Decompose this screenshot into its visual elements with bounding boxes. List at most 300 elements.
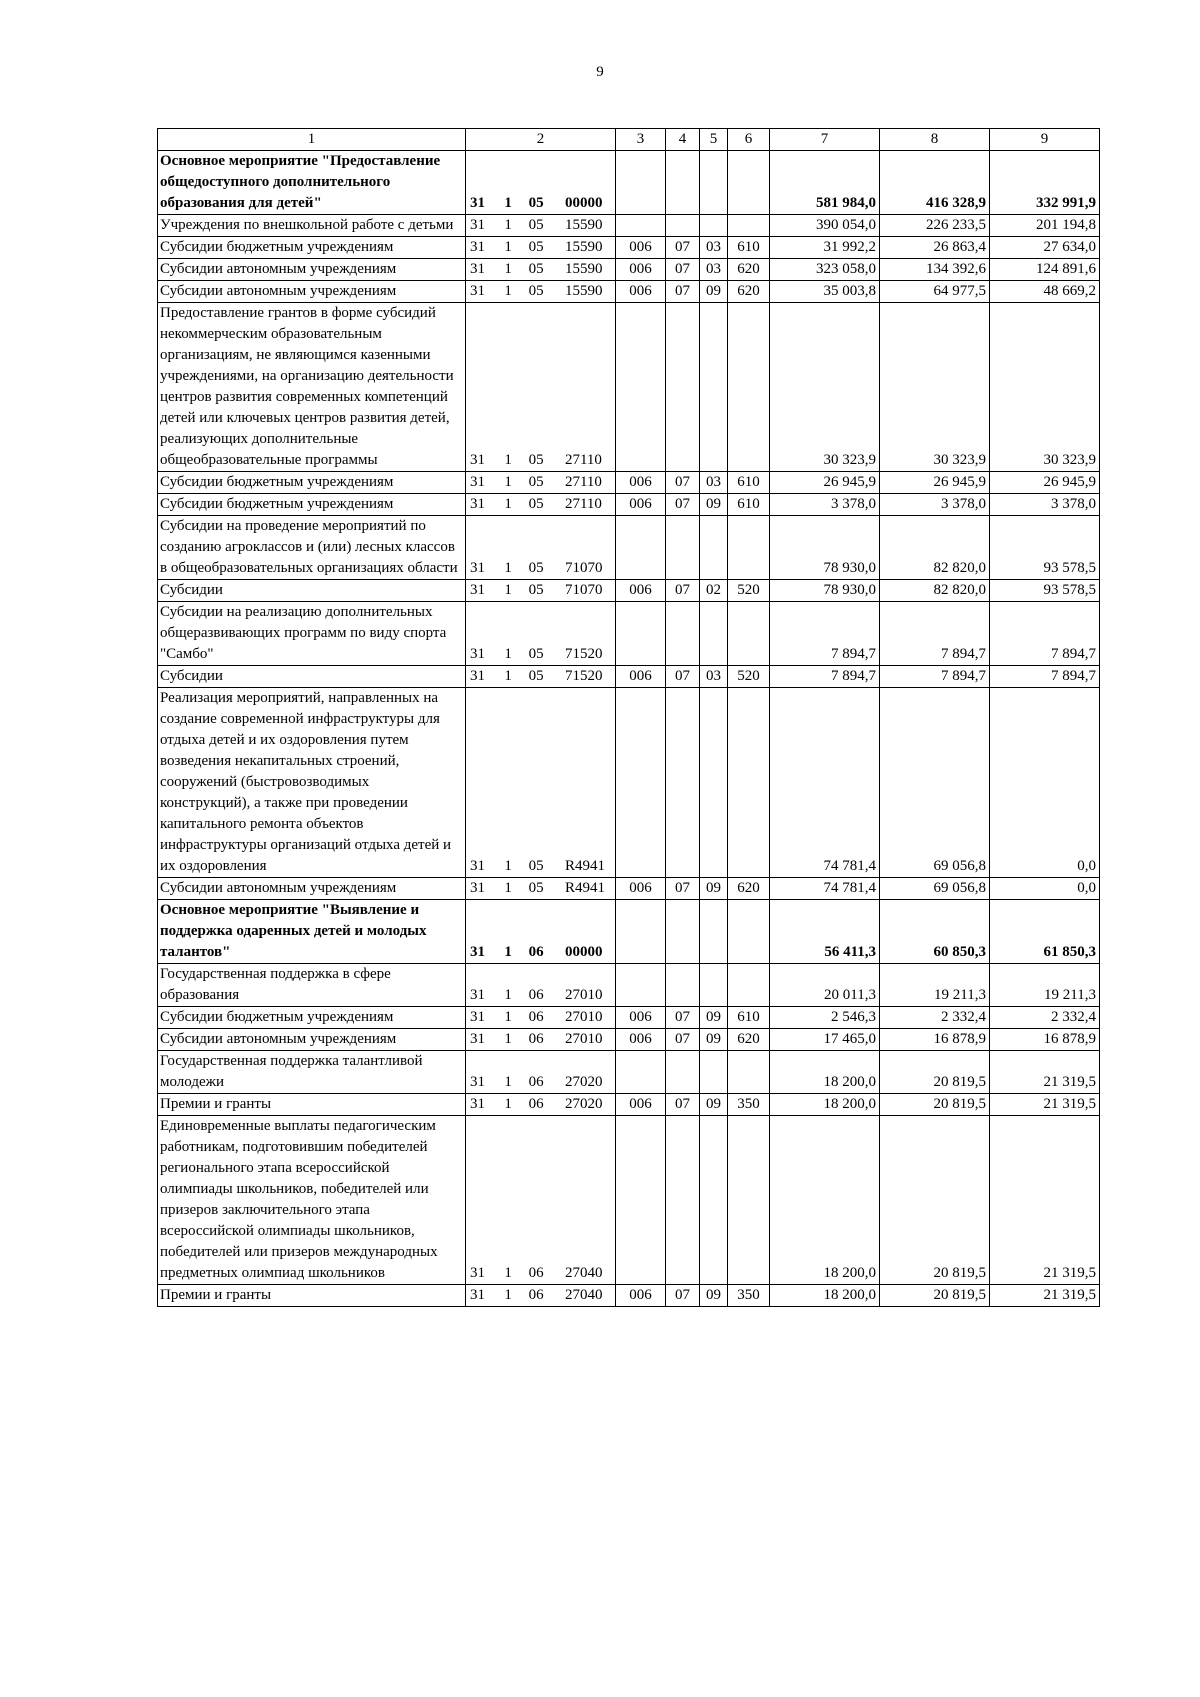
amount-col9-cell: 201 194,8 xyxy=(990,215,1100,237)
program-code: 31 xyxy=(470,944,485,960)
ministry-code-cell xyxy=(616,602,666,666)
amount-col8-cell: 7 894,7 xyxy=(880,666,990,688)
table-row xyxy=(158,1285,1100,1307)
measure-code: 05 xyxy=(528,560,544,576)
row-name-cell: Субсидии автономным учреждениям xyxy=(158,878,466,900)
subsection-code-cell: 02 xyxy=(700,580,728,602)
table-row xyxy=(158,666,1100,688)
column-header: 7 xyxy=(770,129,880,151)
ministry-code-cell xyxy=(616,1051,666,1094)
table-row xyxy=(158,237,1100,259)
amount-col9-cell: 0,0 xyxy=(990,688,1100,878)
budget-code-cell xyxy=(466,215,616,237)
section-code-cell xyxy=(666,688,700,878)
budget-code-cell xyxy=(466,666,616,688)
budget-code-cell xyxy=(466,1029,616,1051)
program-code: 31 xyxy=(470,560,485,576)
measure-code: 05 xyxy=(528,239,544,255)
amount-col8-cell: 134 392,6 xyxy=(880,259,990,281)
row-name-cell: Субсидии на проведение мероприятий по созданию агроклассов и (или) лесных классов в общеобразовательных организациях области xyxy=(158,516,466,580)
ministry-code-cell: 006 xyxy=(616,580,666,602)
measure-code: 06 xyxy=(528,1074,544,1090)
table-row xyxy=(158,494,1100,516)
budget-code-cell xyxy=(466,964,616,1007)
subsection-code-cell: 09 xyxy=(700,1029,728,1051)
budget-code-cell xyxy=(466,878,616,900)
column-header: 6 xyxy=(728,129,770,151)
row-name-cell: Основное мероприятие "Предоставление общедоступного дополнительного образования для детей" xyxy=(158,151,466,215)
amount-col9-cell: 7 894,7 xyxy=(990,666,1100,688)
section-code-cell xyxy=(666,151,700,215)
amount-col8-cell: 3 378,0 xyxy=(880,494,990,516)
row-name-cell: Субсидии автономным учреждениям xyxy=(158,281,466,303)
amount-col9-cell: 21 319,5 xyxy=(990,1285,1100,1307)
table-row xyxy=(158,900,1100,964)
amount-col7-cell: 18 200,0 xyxy=(770,1285,880,1307)
table-row xyxy=(158,303,1100,472)
section-code-cell: 07 xyxy=(666,1094,700,1116)
direction-code: 27040 xyxy=(564,1287,603,1303)
subsection-code-cell: 03 xyxy=(700,259,728,281)
amount-col7-cell: 2 546,3 xyxy=(770,1007,880,1029)
amount-col7-cell: 78 930,0 xyxy=(770,516,880,580)
row-name-cell: Государственная поддержка талантливой молодежи xyxy=(158,1051,466,1094)
program-code: 31 xyxy=(470,987,485,1003)
amount-col7-cell: 581 984,0 xyxy=(770,151,880,215)
direction-code: 15590 xyxy=(564,217,603,233)
measure-code: 05 xyxy=(528,880,544,896)
subprogram-code: 1 xyxy=(504,195,512,211)
expense-type-cell: 610 xyxy=(728,1007,770,1029)
subprogram-code: 1 xyxy=(504,1265,512,1281)
subsection-code-cell: 09 xyxy=(700,878,728,900)
direction-code: R4941 xyxy=(564,858,605,874)
subsection-code-cell: 09 xyxy=(700,281,728,303)
column-header: 9 xyxy=(990,129,1100,151)
amount-col7-cell: 35 003,8 xyxy=(770,281,880,303)
amount-col7-cell: 74 781,4 xyxy=(770,878,880,900)
table-row xyxy=(158,580,1100,602)
section-code-cell xyxy=(666,1051,700,1094)
budget-code-cell xyxy=(466,688,616,878)
amount-col8-cell: 16 878,9 xyxy=(880,1029,990,1051)
subsection-code-cell xyxy=(700,900,728,964)
section-code-cell: 07 xyxy=(666,580,700,602)
subsection-code-cell: 03 xyxy=(700,666,728,688)
direction-code: 27010 xyxy=(564,1009,603,1025)
subprogram-code: 1 xyxy=(504,239,512,255)
column-header: 1 xyxy=(158,129,466,151)
amount-col9-cell: 93 578,5 xyxy=(990,516,1100,580)
ministry-code-cell: 006 xyxy=(616,1029,666,1051)
table-row xyxy=(158,1116,1100,1285)
amount-col8-cell: 2 332,4 xyxy=(880,1007,990,1029)
amount-col8-cell: 20 819,5 xyxy=(880,1051,990,1094)
ministry-code-cell xyxy=(616,516,666,580)
amount-col9-cell: 0,0 xyxy=(990,878,1100,900)
row-name-cell: Субсидии на реализацию дополнительных общеразвивающих программ по виду спорта "Самбо" xyxy=(158,602,466,666)
expense-type-cell: 620 xyxy=(728,1029,770,1051)
subsection-code-cell xyxy=(700,602,728,666)
budget-code-cell xyxy=(466,900,616,964)
program-code: 31 xyxy=(470,858,485,874)
subprogram-code: 1 xyxy=(504,261,512,277)
amount-col8-cell: 60 850,3 xyxy=(880,900,990,964)
program-code: 31 xyxy=(470,496,485,512)
row-name-cell: Субсидии бюджетным учреждениям xyxy=(158,494,466,516)
ministry-code-cell xyxy=(616,303,666,472)
amount-col8-cell: 19 211,3 xyxy=(880,964,990,1007)
amount-col9-cell: 21 319,5 xyxy=(990,1051,1100,1094)
direction-code: R4941 xyxy=(564,880,605,896)
expense-type-cell: 620 xyxy=(728,281,770,303)
measure-code: 05 xyxy=(528,261,544,277)
amount-col7-cell: 3 378,0 xyxy=(770,494,880,516)
direction-code: 00000 xyxy=(564,944,603,960)
page-number: 9 xyxy=(596,64,604,80)
program-code: 31 xyxy=(470,283,485,299)
expense-type-cell xyxy=(728,1051,770,1094)
subsection-code-cell xyxy=(700,215,728,237)
table-body xyxy=(158,129,1100,1307)
ministry-code-cell: 006 xyxy=(616,237,666,259)
table-row xyxy=(158,1051,1100,1094)
row-name-cell: Субсидии бюджетным учреждениям xyxy=(158,472,466,494)
ministry-code-cell xyxy=(616,1116,666,1285)
direction-code: 27040 xyxy=(564,1265,603,1281)
column-header: 5 xyxy=(700,129,728,151)
row-name-cell: Субсидии xyxy=(158,580,466,602)
amount-col8-cell: 26 863,4 xyxy=(880,237,990,259)
ministry-code-cell xyxy=(616,151,666,215)
measure-code: 05 xyxy=(528,195,544,211)
budget-code-cell xyxy=(466,494,616,516)
budget-code-cell xyxy=(466,1007,616,1029)
subprogram-code: 1 xyxy=(504,474,512,490)
subprogram-code: 1 xyxy=(504,1287,512,1303)
expense-type-cell xyxy=(728,602,770,666)
amount-col8-cell: 20 819,5 xyxy=(880,1116,990,1285)
measure-code: 05 xyxy=(528,582,544,598)
section-code-cell xyxy=(666,1116,700,1285)
table-row xyxy=(158,602,1100,666)
section-code-cell: 07 xyxy=(666,259,700,281)
ministry-code-cell xyxy=(616,688,666,878)
subprogram-code: 1 xyxy=(504,1074,512,1090)
amount-col7-cell: 30 323,9 xyxy=(770,303,880,472)
budget-code-cell xyxy=(466,259,616,281)
amount-col9-cell: 21 319,5 xyxy=(990,1116,1100,1285)
budget-code-cell xyxy=(466,1116,616,1285)
column-header: 2 xyxy=(466,129,616,151)
amount-col9-cell: 16 878,9 xyxy=(990,1029,1100,1051)
direction-code: 15590 xyxy=(564,283,603,299)
column-header: 8 xyxy=(880,129,990,151)
ministry-code-cell xyxy=(616,964,666,1007)
row-name-cell: Субсидии бюджетным учреждениям xyxy=(158,237,466,259)
amount-col9-cell: 48 669,2 xyxy=(990,281,1100,303)
budget-code-cell xyxy=(466,1051,616,1094)
direction-code: 15590 xyxy=(564,261,603,277)
direction-code: 27110 xyxy=(564,474,602,490)
direction-code: 71520 xyxy=(564,646,603,662)
amount-col7-cell: 26 945,9 xyxy=(770,472,880,494)
measure-code: 06 xyxy=(528,1009,544,1025)
budget-code-cell xyxy=(466,472,616,494)
row-name-cell: Премии и гранты xyxy=(158,1285,466,1307)
amount-col8-cell: 26 945,9 xyxy=(880,472,990,494)
subprogram-code: 1 xyxy=(504,283,512,299)
amount-col7-cell: 18 200,0 xyxy=(770,1051,880,1094)
budget-code-cell xyxy=(466,151,616,215)
subprogram-code: 1 xyxy=(504,582,512,598)
ministry-code-cell: 006 xyxy=(616,494,666,516)
subprogram-code: 1 xyxy=(504,668,512,684)
budget-code-cell xyxy=(466,1094,616,1116)
subprogram-code: 1 xyxy=(504,858,512,874)
row-name-cell: Предоставление грантов в форме субсидий некоммерческим образовательным организациям, не являющимся казенными учреждениями, на организацию деятельности центров развития современных компетенций детей или ключевых центров развития детей, реализующих дополнительные общеобразовательные программы xyxy=(158,303,466,472)
expense-type-cell: 610 xyxy=(728,237,770,259)
ministry-code-cell: 006 xyxy=(616,878,666,900)
amount-col8-cell: 20 819,5 xyxy=(880,1285,990,1307)
subsection-code-cell: 03 xyxy=(700,472,728,494)
table-row xyxy=(158,1094,1100,1116)
subsection-code-cell: 09 xyxy=(700,1094,728,1116)
budget-code-cell xyxy=(466,580,616,602)
section-code-cell: 07 xyxy=(666,1029,700,1051)
subprogram-code: 1 xyxy=(504,646,512,662)
section-code-cell: 07 xyxy=(666,878,700,900)
subsection-code-cell xyxy=(700,1116,728,1285)
expense-type-cell xyxy=(728,215,770,237)
row-name-cell: Субсидии автономным учреждениям xyxy=(158,259,466,281)
section-code-cell: 07 xyxy=(666,666,700,688)
row-name-cell: Учреждения по внешкольной работе с детьми xyxy=(158,215,466,237)
subprogram-code: 1 xyxy=(504,452,512,468)
expense-type-cell: 610 xyxy=(728,472,770,494)
measure-code: 05 xyxy=(528,217,544,233)
subprogram-code: 1 xyxy=(504,1009,512,1025)
program-code: 31 xyxy=(470,668,485,684)
amount-col8-cell: 64 977,5 xyxy=(880,281,990,303)
measure-code: 06 xyxy=(528,1096,544,1112)
budget-code-cell xyxy=(466,1285,616,1307)
expense-type-cell xyxy=(728,303,770,472)
amount-col9-cell: 21 319,5 xyxy=(990,1094,1100,1116)
amount-col8-cell: 82 820,0 xyxy=(880,580,990,602)
measure-code: 06 xyxy=(528,944,544,960)
program-code: 31 xyxy=(470,1031,485,1047)
row-name-cell: Субсидии xyxy=(158,666,466,688)
subsection-code-cell: 03 xyxy=(700,237,728,259)
row-name-cell: Единовременные выплаты педагогическим работникам, подготовившим победителей регионального этапа всероссийской олимпиады школьников, победителей или призеров заключительного этапа всероссийской олимпиады школьников, победителей или призеров международных предметных олимпиад школьников xyxy=(158,1116,466,1285)
table-row xyxy=(158,1007,1100,1029)
program-code: 31 xyxy=(470,646,485,662)
amount-col8-cell: 69 056,8 xyxy=(880,878,990,900)
program-code: 31 xyxy=(470,217,485,233)
measure-code: 05 xyxy=(528,496,544,512)
amount-col7-cell: 78 930,0 xyxy=(770,580,880,602)
subprogram-code: 1 xyxy=(504,1031,512,1047)
amount-col9-cell: 332 991,9 xyxy=(990,151,1100,215)
subsection-code-cell: 09 xyxy=(700,494,728,516)
section-code-cell: 07 xyxy=(666,1285,700,1307)
ministry-code-cell: 006 xyxy=(616,666,666,688)
section-code-cell xyxy=(666,516,700,580)
measure-code: 06 xyxy=(528,1287,544,1303)
subsection-code-cell xyxy=(700,964,728,1007)
direction-code: 15590 xyxy=(564,239,603,255)
section-code-cell: 07 xyxy=(666,1007,700,1029)
table-row xyxy=(158,516,1100,580)
table-row xyxy=(158,215,1100,237)
direction-code: 27020 xyxy=(564,1074,603,1090)
subprogram-code: 1 xyxy=(504,560,512,576)
direction-code: 00000 xyxy=(564,195,603,211)
measure-code: 05 xyxy=(528,668,544,684)
ministry-code-cell xyxy=(616,900,666,964)
budget-table xyxy=(157,128,1100,1307)
section-code-cell xyxy=(666,964,700,1007)
subsection-code-cell xyxy=(700,1051,728,1094)
expense-type-cell: 620 xyxy=(728,259,770,281)
row-name-cell: Государственная поддержка в сфере образования xyxy=(158,964,466,1007)
program-code: 31 xyxy=(470,880,485,896)
section-code-cell xyxy=(666,602,700,666)
amount-col8-cell: 226 233,5 xyxy=(880,215,990,237)
table-row xyxy=(158,688,1100,878)
program-code: 31 xyxy=(470,474,485,490)
expense-type-cell xyxy=(728,964,770,1007)
expense-type-cell xyxy=(728,688,770,878)
ministry-code-cell: 006 xyxy=(616,472,666,494)
measure-code: 06 xyxy=(528,987,544,1003)
expense-type-cell xyxy=(728,151,770,215)
section-code-cell xyxy=(666,215,700,237)
measure-code: 05 xyxy=(528,646,544,662)
subsection-code-cell xyxy=(700,516,728,580)
amount-col7-cell: 31 992,2 xyxy=(770,237,880,259)
expense-type-cell: 620 xyxy=(728,878,770,900)
subsection-code-cell xyxy=(700,303,728,472)
amount-col9-cell: 124 891,6 xyxy=(990,259,1100,281)
direction-code: 27010 xyxy=(564,987,603,1003)
row-name-cell: Субсидии бюджетным учреждениям xyxy=(158,1007,466,1029)
ministry-code-cell: 006 xyxy=(616,1007,666,1029)
ministry-code-cell: 006 xyxy=(616,1285,666,1307)
measure-code: 06 xyxy=(528,1265,544,1281)
amount-col8-cell: 7 894,7 xyxy=(880,602,990,666)
direction-code: 71070 xyxy=(564,582,603,598)
direction-code: 27010 xyxy=(564,1031,603,1047)
section-code-cell: 07 xyxy=(666,237,700,259)
column-header: 3 xyxy=(616,129,666,151)
amount-col8-cell: 30 323,9 xyxy=(880,303,990,472)
subsection-code-cell: 09 xyxy=(700,1007,728,1029)
subprogram-code: 1 xyxy=(504,496,512,512)
row-name-cell: Премии и гранты xyxy=(158,1094,466,1116)
program-code: 31 xyxy=(470,239,485,255)
table-row xyxy=(158,151,1100,215)
ministry-code-cell: 006 xyxy=(616,1094,666,1116)
amount-col9-cell: 19 211,3 xyxy=(990,964,1100,1007)
program-code: 31 xyxy=(470,195,485,211)
expense-type-cell xyxy=(728,1116,770,1285)
amount-col8-cell: 20 819,5 xyxy=(880,1094,990,1116)
measure-code: 05 xyxy=(528,283,544,299)
subprogram-code: 1 xyxy=(504,987,512,1003)
direction-code: 27110 xyxy=(564,452,602,468)
amount-col9-cell: 2 332,4 xyxy=(990,1007,1100,1029)
row-name-cell: Реализация мероприятий, направленных на создание современной инфраструктуры для отдыха детей и их оздоровления путем возведения некапитальных строений, сооружений (быстровозводимых конструкций), а также при проведении капитального ремонта объектов инфраструктуры организаций отдыха детей и их оздоровления xyxy=(158,688,466,878)
amount-col7-cell: 18 200,0 xyxy=(770,1094,880,1116)
measure-code: 06 xyxy=(528,1031,544,1047)
subsection-code-cell xyxy=(700,688,728,878)
subprogram-code: 1 xyxy=(504,217,512,233)
amount-col7-cell: 390 054,0 xyxy=(770,215,880,237)
expense-type-cell xyxy=(728,516,770,580)
program-code: 31 xyxy=(470,582,485,598)
measure-code: 05 xyxy=(528,452,544,468)
amount-col7-cell: 323 058,0 xyxy=(770,259,880,281)
expense-type-cell: 610 xyxy=(728,494,770,516)
table-row xyxy=(158,964,1100,1007)
program-code: 31 xyxy=(470,1287,485,1303)
row-name-cell: Субсидии автономным учреждениям xyxy=(158,1029,466,1051)
ministry-code-cell: 006 xyxy=(616,281,666,303)
ministry-code-cell: 006 xyxy=(616,259,666,281)
expense-type-cell xyxy=(728,900,770,964)
amount-col7-cell: 18 200,0 xyxy=(770,1116,880,1285)
amount-col9-cell: 93 578,5 xyxy=(990,580,1100,602)
amount-col7-cell: 17 465,0 xyxy=(770,1029,880,1051)
budget-code-cell xyxy=(466,237,616,259)
row-name-cell: Основное мероприятие "Выявление и поддержка одаренных детей и молодых талантов" xyxy=(158,900,466,964)
expense-type-cell: 350 xyxy=(728,1094,770,1116)
direction-code: 27110 xyxy=(564,496,602,512)
table-row xyxy=(158,472,1100,494)
subprogram-code: 1 xyxy=(504,1096,512,1112)
subprogram-code: 1 xyxy=(504,944,512,960)
measure-code: 05 xyxy=(528,474,544,490)
amount-col9-cell: 3 378,0 xyxy=(990,494,1100,516)
table-row xyxy=(158,259,1100,281)
table-row xyxy=(158,281,1100,303)
direction-code: 71520 xyxy=(564,668,603,684)
amount-col9-cell: 30 323,9 xyxy=(990,303,1100,472)
program-code: 31 xyxy=(470,452,485,468)
budget-code-cell xyxy=(466,516,616,580)
amount-col7-cell: 74 781,4 xyxy=(770,688,880,878)
amount-col7-cell: 7 894,7 xyxy=(770,602,880,666)
amount-col9-cell: 7 894,7 xyxy=(990,602,1100,666)
ministry-code-cell xyxy=(616,215,666,237)
section-code-cell: 07 xyxy=(666,494,700,516)
measure-code: 05 xyxy=(528,858,544,874)
amount-col7-cell: 7 894,7 xyxy=(770,666,880,688)
program-code: 31 xyxy=(470,261,485,277)
expense-type-cell: 520 xyxy=(728,666,770,688)
program-code: 31 xyxy=(470,1074,485,1090)
table-row xyxy=(158,1029,1100,1051)
program-code: 31 xyxy=(470,1009,485,1025)
table-header-row xyxy=(158,129,1100,151)
section-code-cell xyxy=(666,303,700,472)
program-code: 31 xyxy=(470,1265,485,1281)
expense-type-cell: 350 xyxy=(728,1285,770,1307)
section-code-cell: 07 xyxy=(666,281,700,303)
amount-col7-cell: 56 411,3 xyxy=(770,900,880,964)
